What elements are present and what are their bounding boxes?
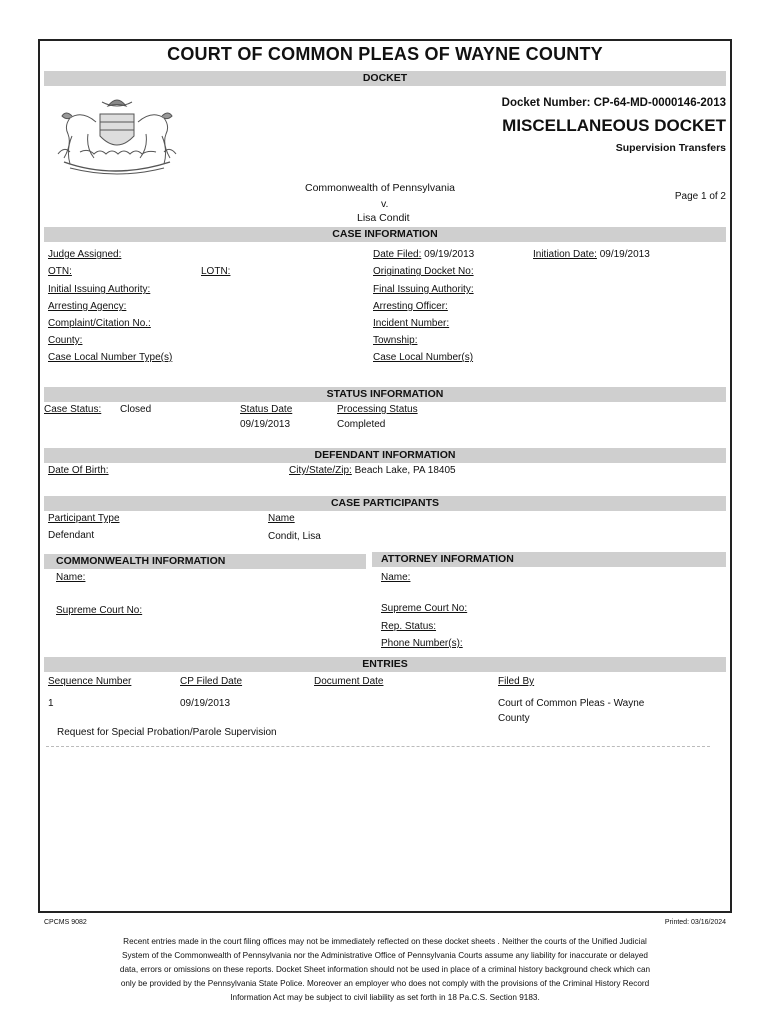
caption-defendant: Lisa Condit: [357, 212, 410, 224]
arresting-officer-label: Arresting Officer:: [373, 301, 448, 312]
incident-number-label: Incident Number:: [373, 318, 450, 329]
entry-description: Request for Special Probation/Parole Supervision: [57, 727, 277, 738]
participant-name-cell: Condit, Lisa: [268, 531, 321, 542]
initial-issuing-authority-label: Initial Issuing Authority:: [48, 284, 151, 295]
defendant-information-bar: DEFENDANT INFORMATION: [44, 448, 726, 463]
rep-status-label: Rep. Status:: [381, 621, 437, 632]
date-filed: [373, 249, 474, 260]
final-issuing-authority-label: Final Issuing Authority:: [373, 284, 474, 295]
arresting-agency-label: Arresting Agency:: [48, 301, 127, 312]
processing-status-label: Processing Status: [337, 404, 418, 415]
participant-name-header: Name: [268, 513, 295, 524]
sequence-number-header: Sequence Number: [48, 676, 132, 687]
case-participants-bar: CASE PARTICIPANTS: [44, 496, 726, 511]
judge-assigned-label: Judge Assigned:: [48, 249, 122, 260]
entry-filed-by-line1: Court of Common Pleas - Wayne: [498, 698, 645, 709]
status-information-bar: STATUS INFORMATION: [44, 387, 726, 402]
page-number: Page 1 of 2: [674, 191, 726, 202]
status-date-value: 09/19/2013: [240, 419, 291, 430]
case-status-label: Case Status:: [44, 404, 102, 415]
initiation-date-value: 09/19/2013: [599, 249, 650, 260]
township-label: Township:: [373, 335, 418, 346]
disclaimer-line-5: Information Act may be subject to civil liability as set forth in 18 Pa.C.S. Section 9183.: [230, 993, 540, 1002]
date-filed-value: 09/19/2013: [424, 249, 475, 260]
case-information-bar: CASE INFORMATION: [44, 227, 726, 242]
cp-filed-date-header: CP Filed Date: [180, 676, 243, 687]
entry-cp-filed-date: 09/19/2013: [180, 698, 231, 709]
complaint-number-label: Complaint/Citation No.:: [48, 318, 151, 329]
commonwealth-information-bar: COMMONWEALTH INFORMATION: [44, 554, 366, 569]
status-date-label: Status Date: [240, 404, 293, 415]
city-state-zip-value: Beach Lake, PA 18405: [354, 465, 456, 476]
docket-type: MISCELLANEOUS DOCKET: [502, 116, 726, 135]
docket-bar: DOCKET: [44, 71, 726, 86]
document-date-header: Document Date: [314, 676, 384, 687]
docket-subtype: Supervision Transfers: [615, 142, 726, 154]
coat-of-arms-icon: [50, 92, 184, 178]
date-filed-label: Date Filed:: [373, 249, 422, 260]
filed-by-header: Filed By: [498, 676, 535, 687]
caption-commonwealth: Commonwealth of Pennsylvania: [305, 182, 455, 194]
city-state-zip: [289, 465, 456, 476]
attorney-information-bar: ATTORNEY INFORMATION: [372, 552, 726, 567]
entries-bar: ENTRIES: [44, 657, 726, 672]
originating-docket-label: Originating Docket No:: [373, 266, 474, 277]
case-local-numbers-label: Case Local Number(s): [373, 352, 474, 363]
docket-number: Docket Number: CP-64-MD-0000146-2013: [501, 97, 726, 109]
form-code: CPCMS 9082: [44, 919, 87, 926]
court-title: COURT OF COMMON PLEAS OF WAYNE COUNTY: [167, 44, 603, 64]
commonwealth-supreme-court-label: Supreme Court No:: [56, 605, 143, 616]
printed-date: Printed: 03/16/2024: [664, 919, 726, 926]
commonwealth-name-label: Name:: [56, 572, 86, 583]
disclaimer-line-4: only be provided by the Pennsylvania State Police. Moreover an employer who does not comply with the provisions of the Criminal History Record: [120, 979, 650, 988]
participant-type-header: Participant Type: [48, 513, 120, 524]
disclaimer-line-3: data, errors or omissions on these reports. Docket Sheet information should not be used in place of a criminal history background check which can: [119, 965, 651, 974]
entry-filed-by-line2: County: [498, 713, 530, 724]
attorney-name-label: Name:: [381, 572, 411, 583]
processing-status-value: Completed: [337, 419, 386, 430]
initiation-date: [533, 249, 650, 260]
caption-versus: v.: [381, 198, 389, 210]
phone-numbers-label: Phone Number(s):: [381, 638, 463, 649]
lotn-label: LOTN:: [201, 266, 231, 277]
city-state-zip-label: City/State/Zip:: [289, 465, 352, 476]
disclaimer-line-2: System of the Commonwealth of Pennsylvania nor the Administrative Office of Pennsylvania Courts assume any liability for inaccurate or delayed: [122, 951, 648, 960]
entries-divider: [46, 746, 710, 747]
date-of-birth-label: Date Of Birth:: [48, 465, 109, 476]
case-status-value: Closed: [120, 404, 152, 415]
otn-label: OTN:: [48, 266, 72, 277]
disclaimer: [80, 935, 690, 1005]
disclaimer-line-1: Recent entries made in the court filing offices may not be immediately reflected on these docket sheets . Neither the courts of the Unified Judicial: [123, 937, 647, 946]
participant-type-cell: Defendant: [48, 530, 95, 541]
attorney-supreme-court-label: Supreme Court No:: [381, 603, 468, 614]
case-local-number-type-label: Case Local Number Type(s): [48, 352, 173, 363]
initiation-date-label: Initiation Date:: [533, 249, 597, 260]
entry-sequence: 1: [48, 698, 54, 709]
county-label: County:: [48, 335, 83, 346]
